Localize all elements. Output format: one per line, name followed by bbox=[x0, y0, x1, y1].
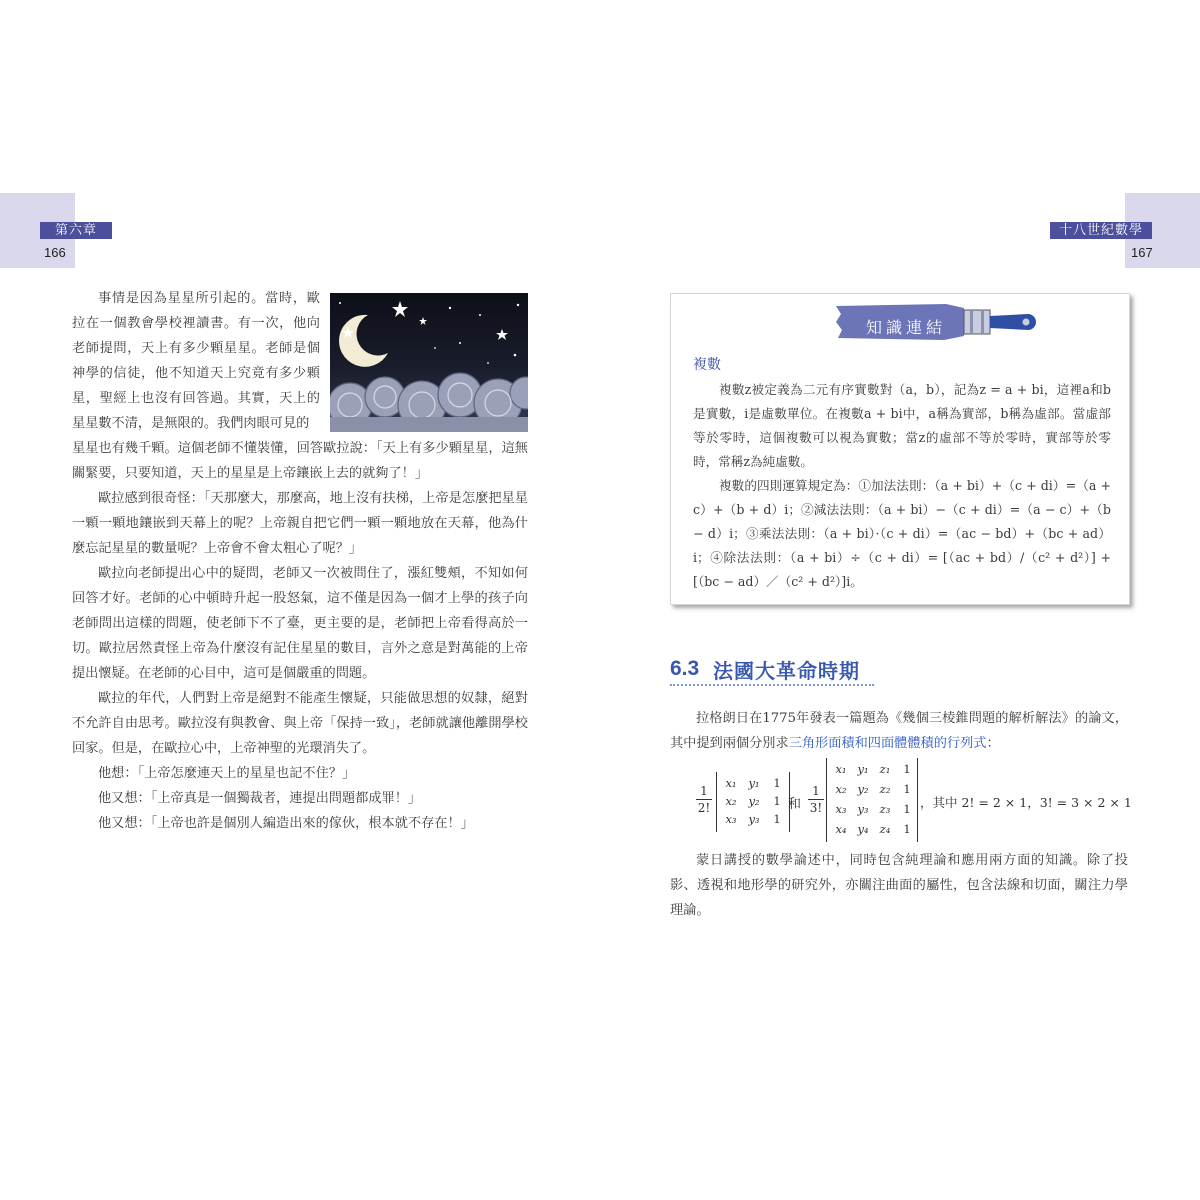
right-chapter-label: 十八世紀數學 bbox=[1050, 222, 1152, 239]
fraction-one-half-factorial bbox=[696, 784, 712, 815]
section-underline bbox=[670, 684, 874, 686]
matrix-cell: z₂ bbox=[879, 782, 891, 796]
matrix-cell: x₄ bbox=[835, 822, 847, 836]
moon-stars-clouds-icon bbox=[330, 293, 528, 432]
matrix-cell: z₁ bbox=[879, 762, 891, 776]
fraction-1-denominator: 2! bbox=[697, 801, 711, 815]
paragraph-2: 歐拉感到很奇怪：「天那麼大，那麼高，地上沒有扶梯，上帝是怎麼把星星一顆一顆地鑲嵌到天幕上的呢？上帝親自把它們一顆一顆地放在天幕，他為什麼忘記星星的數量呢？上帝會不會太粗心了呢？」 bbox=[72, 491, 528, 556]
fraction-2-denominator: 3! bbox=[809, 801, 823, 815]
determinant-formulas bbox=[696, 758, 1136, 842]
matrix-cell: x₂ bbox=[725, 794, 737, 808]
section-paragraph-2: 蒙日講授的數學論述中，同時包含純理論和應用兩方面的知識。除了投影、透視和地形學的研究外，亦關注曲面的屬性，包含法線和切面，關注力學理論。 bbox=[670, 853, 1128, 918]
matrix-cell: x₁ bbox=[725, 776, 737, 790]
matrix-cell: y₃ bbox=[748, 812, 760, 826]
highlighted-term: 三角形面積和四面體體積的行列式 bbox=[788, 736, 987, 751]
section-paragraph-1 bbox=[670, 706, 1128, 756]
matrix-cell: y₁ bbox=[748, 776, 760, 790]
paragraph-1-text: 拉格朗日在1775年發表一篇題為《幾個三棱錐問題的解析解法》的論文，其中提到兩個分別求 bbox=[670, 711, 1128, 751]
matrix-cell: 1 bbox=[903, 802, 911, 816]
paragraph-3: 歐拉向老師提出心中的疑問，老師又一次被問住了，漲紅雙頰，不知如何回答才好。老師的心中頓時升起一股怒氣，這不僅是因為一個才上學的孩子向老師問出這樣的問題，使老師下不了臺，更主要的是，老師把上帝看得高於一切。歐拉居然責怪上帝為什麼沒有記住星星的數目，言外之意是對萬能的上帝提出懷疑。在老師的心目中，這可是個嚴重的問題。 bbox=[72, 566, 528, 681]
line-6: 他又想：「上帝真是一個獨裁者，連提出問題都成罪！」 bbox=[98, 791, 422, 806]
matrix-cell: z₄ bbox=[879, 822, 891, 836]
matrix-cell: y₃ bbox=[857, 802, 869, 816]
matrix-cell: y₁ bbox=[857, 762, 869, 776]
wrap-continuation: 星星也有幾千顆。這個老師不懂裝懂，回答歐拉說：「天上有多少顆星星，這無關緊要，只要知道，天上的星星是上帝鑲嵌上去的就夠了！」 bbox=[72, 441, 528, 481]
matrix-cell: 1 bbox=[773, 776, 781, 790]
matrix-cell: 1 bbox=[773, 812, 781, 826]
matrix-cell: 1 bbox=[903, 782, 911, 796]
section-number: 6.3 bbox=[670, 657, 700, 680]
matrix-cell: x₃ bbox=[835, 802, 847, 816]
matrix-cell: y₄ bbox=[857, 822, 869, 836]
section-title: 法國大革命時期 bbox=[713, 659, 860, 683]
fraction-1-numerator: 1 bbox=[700, 784, 708, 798]
matrix-cell: 1 bbox=[773, 794, 781, 808]
fraction-2-numerator: 1 bbox=[812, 784, 820, 798]
paragraph-4: 歐拉的年代，人們對上帝是絕對不能產生懷疑，只能做思想的奴隸，絕對不允許自由思考。歐拉沒有與教會、與上帝「保持一致」，老師就讓他離開學校回家。但是，在歐拉心中，上帝神聖的光環消失了。 bbox=[72, 691, 528, 756]
matrix-cell: 1 bbox=[903, 762, 911, 776]
factorial-note: ，其中 2! = 2 × 1，3! = 3 × 2 × 1 bbox=[920, 795, 1132, 810]
left-chapter-label: 第六章 bbox=[40, 222, 112, 239]
matrix-cell: y₂ bbox=[857, 782, 869, 796]
wrap-paragraph: 事情是因為星星所引起的。當時，歐拉在一個教會學校裡讀書。有一次，他向老師提問，天上有多少顆星星。老師是個神學的信徒，他不知道天上究竟有多少顆星，聖經上也沒有回答過。其實，天上的星星數不清，是無限的。我們肉眼可見的 bbox=[72, 291, 320, 431]
and-word: 和 bbox=[788, 797, 802, 812]
left-page-number: 166 bbox=[44, 245, 66, 260]
knowledge-box bbox=[670, 293, 1130, 605]
matrix-cell: x₃ bbox=[725, 812, 737, 826]
matrix-cell: z₃ bbox=[879, 802, 891, 816]
knowledge-box-subtitle: 複數 bbox=[693, 357, 721, 373]
paragraph-1-colon: ： bbox=[986, 736, 1000, 751]
matrix-cell: y₂ bbox=[748, 794, 760, 808]
fraction-one-third-factorial bbox=[808, 784, 824, 815]
triangle-area-determinant bbox=[716, 772, 790, 832]
tetrahedron-volume-determinant bbox=[826, 758, 918, 842]
matrix-cell: x₂ bbox=[835, 782, 847, 796]
knowledge-text-2: 複數的四則運算規定為：①加法法則：（a + bi）+（c + di）=（a + c）+（b + d）i；②減法法則：（a + bi）−（c + di）=（a − c）+（b − d）i；③乘法法則：（a + bi）·（c + di）=（ac − bd）+（bc + ad）i；④除法法則：（a + bi）÷（c + di）= [（ac + bd）/（c² + d²）] + [（bc − ad）／（c² + d²）]i。 bbox=[693, 478, 1111, 589]
right-page-number: 167 bbox=[1131, 245, 1153, 260]
matrix-cell: x₁ bbox=[835, 762, 847, 776]
knowledge-box-title: 知識連結 bbox=[865, 318, 946, 337]
line-5: 他想：「上帝怎麼連天上的星星也記不住？」 bbox=[98, 766, 356, 781]
matrix-cell: 1 bbox=[903, 822, 911, 836]
night-sky-illustration bbox=[330, 293, 528, 432]
knowledge-text-1: 複數z被定義為二元有序實數對（a，b），記為z = a + bi，這裡a和b是實數，i是虛數單位。在複數a + bi中，a稱為實部，b稱為虛部。當虛部等於零時，這個複數可以視為實數；當z的虛部不等於零時，實部等於零時，常稱z為純虛數。 bbox=[693, 382, 1111, 469]
line-7: 他又想：「上帝也許是個別人編造出來的傢伙，根本就不存在！」 bbox=[98, 816, 474, 831]
